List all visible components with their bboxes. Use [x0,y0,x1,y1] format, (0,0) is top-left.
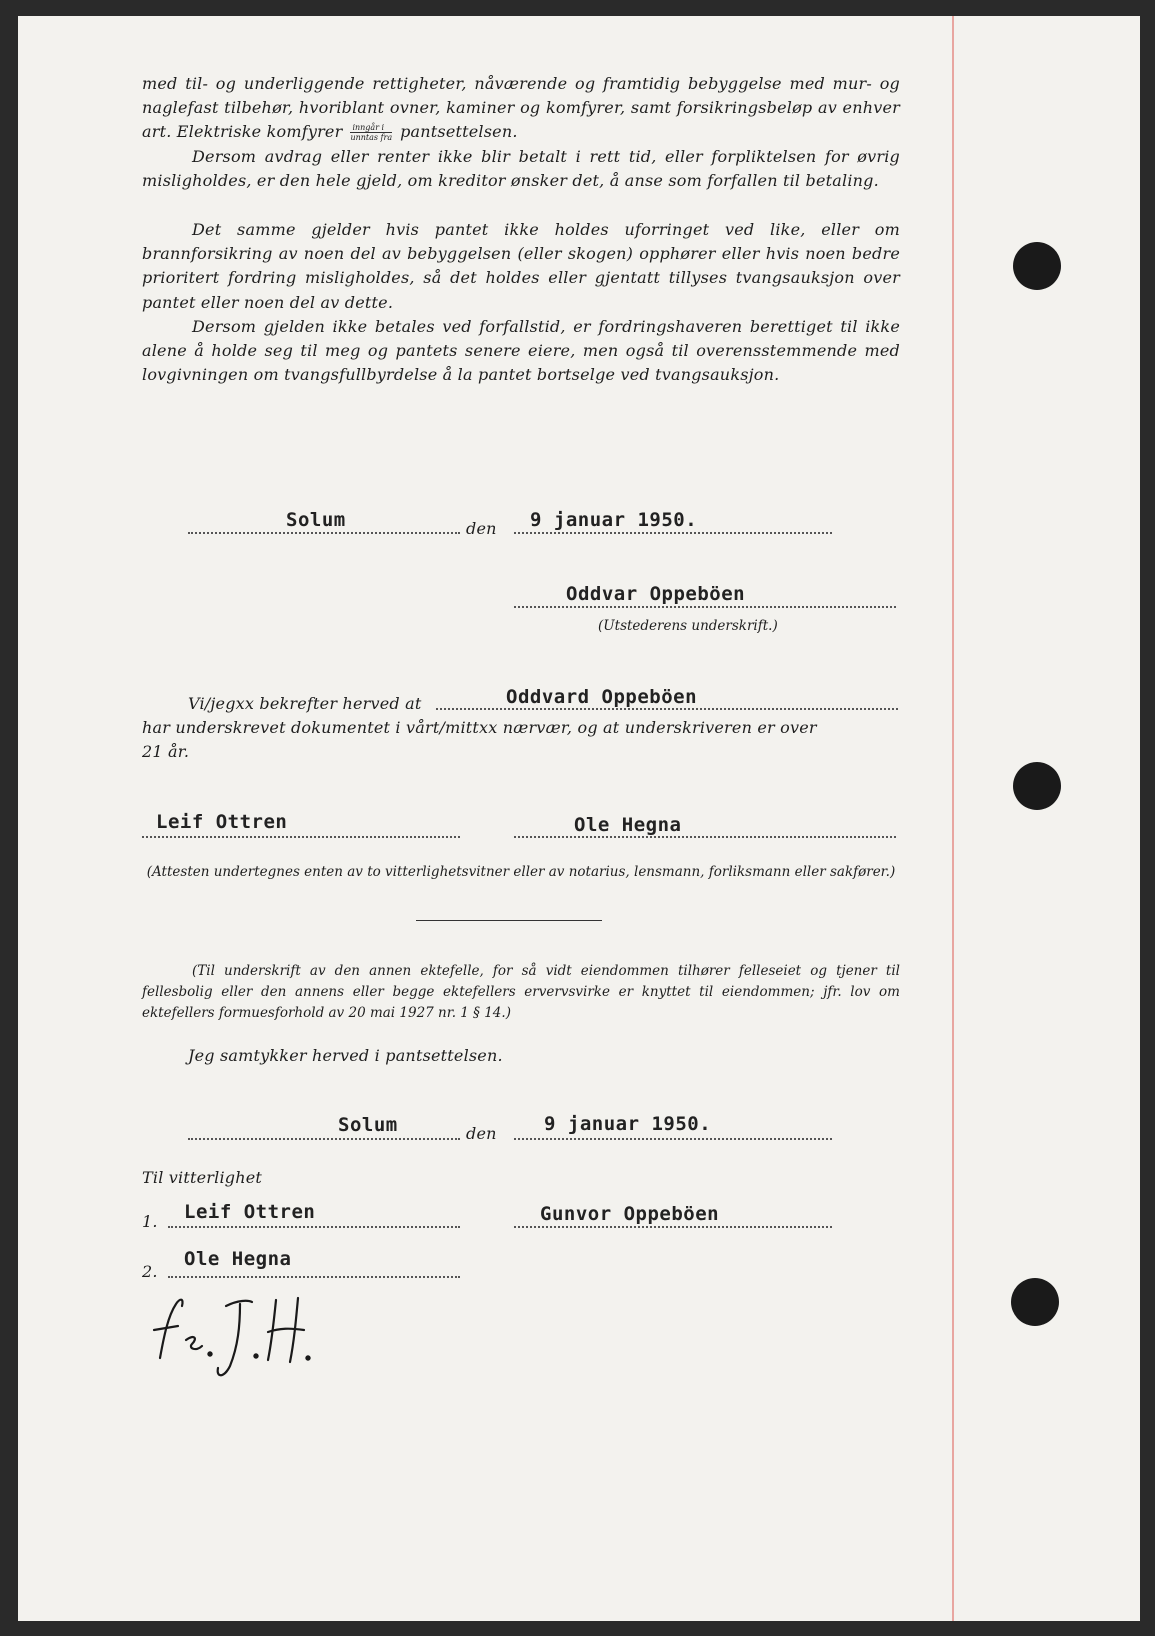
date-value: 9 januar 1950. [530,509,698,531]
issuer-caption: (Utstederens underskrift.) [598,618,778,634]
witness-number-1: 1. [142,1212,158,1231]
issuer-signature: Oddvar Oppeböen [566,583,746,605]
date-dotted-line [514,532,832,534]
spouse-place-value: Solum [338,1114,398,1136]
handwritten-initials [148,1286,318,1386]
witness2-line [168,1276,460,1278]
spouse-date-value: 9 januar 1950. [544,1113,712,1135]
punch-hole [1011,1278,1059,1326]
attestation-name: Oddvard Oppeböen [506,686,698,708]
den-label: den [466,519,497,538]
witness-heading: Til vitterlighet [142,1168,263,1187]
fraction-top: inngår i [350,123,392,133]
spouse-date-line [514,1138,832,1140]
witness-right-line [514,836,896,838]
attestation-age: 21 år. [142,742,190,761]
witness-right-signature: Ole Hegna [574,814,682,836]
document-page [18,16,1140,1621]
witness-number-2: 2. [142,1262,158,1281]
place-value: Solum [286,509,346,531]
spouse-den-label: den [466,1124,497,1143]
spouse-signature-line [514,1226,832,1228]
section-divider [416,920,602,921]
attestation-note: (Attesten undertegnes enten av to vitterlighetsvitner eller av notarius, lensmann, forliksmann eller sakfører.) [146,864,896,880]
paragraph-deterioration: Det samme gjelder hvis pantet ikke holdes uforringet ved like, eller om brannforsikring av noen del av bebyggelsen (eller skogen) opphører eller hvis noen bedre prioritert fordring misligholdes, så det holdes eller gjentatt tillyses tvangsauksjon over pantet eller noen del av dette. [142,220,900,312]
margin-rule [952,16,954,1621]
witness-left-line [142,836,460,838]
paragraph-default: Dersom avdrag eller renter ikke blir betalt i rett tid, eller forpliktelsen for øvrig misligholdes, er den hele gjeld, om kreditor ønsker det, å anse som forfallen til betaling. [142,147,900,191]
punch-hole [1013,762,1061,810]
fraction-bottom: unntas fra [350,133,393,143]
fraction-choice [350,123,392,142]
punch-hole [1013,242,1061,290]
consent-statement: Jeg samtykker herved i pantsettelsen. [188,1046,503,1065]
attestation-lead: Vi/jegxx bekrefter herved at [188,694,422,713]
witness2-signature: Ole Hegna [184,1248,292,1270]
paragraph-text: med til- og underliggende rettigheter, nåværende og framtidig bebyggelse med mur- og naglefast tilbehør, hvoriblant ovner, kaminer og komfyrer, samt forsikringsbeløp av enhver art. Elektriske komfyrer [142,74,900,142]
witness1-signature: Leif Ottren [184,1201,316,1223]
attestation-name-line [436,708,898,710]
paragraph-enforcement: Dersom gjelden ikke betales ved forfallstid, er fordringshaveren berettiget til ikke alene å holde seg til meg og pantets senere eiere, men også til overensstemmende med lovgivningen om tvangsfullbyrdelse å la pantet bortselge ved tvangsauksjon. [142,317,900,385]
place-dotted-line [188,532,460,534]
issuer-signature-line [514,606,896,608]
attestation-line: har underskrevet dokumentet i vårt/mittxx nærvær, og at underskriveren er over [142,718,817,737]
paragraph-property-rights [142,72,900,145]
spouse-signature: Gunvor Oppeböen [540,1203,720,1225]
witness-left-signature: Leif Ottren [156,811,288,833]
spouse-note: (Til underskrift av den annen ektefelle, for så vidt eiendommen tilhører felleseiet og tjener til fellesbolig eller den annens eller begge ektefellers ervervsvirke er knyttet til eiendommen; jfr. lov om ektefellers formuesforhold av 20 mai 1927 nr. 1 § 14.) [142,963,900,1021]
paragraph-text-end: pantsettelsen. [400,122,518,142]
spouse-place-line [188,1138,460,1140]
witness1-line [168,1226,460,1228]
